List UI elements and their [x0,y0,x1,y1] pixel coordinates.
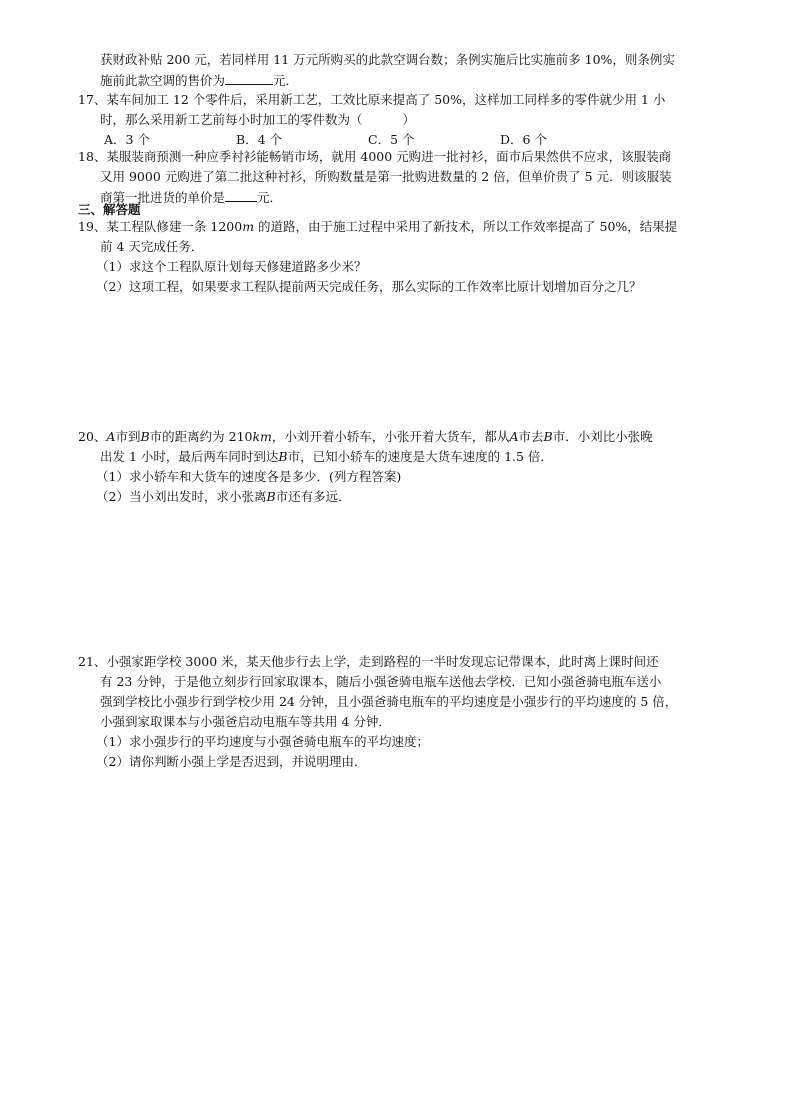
question-21 [78,652,728,772]
question-16-continuation [78,50,728,90]
city-b: B [278,449,288,464]
unit-km: km [252,429,272,444]
option-c: C．5 个 [368,132,415,147]
question-18 [78,147,728,207]
q21-line-2: 有 23 分钟，于是他立刻步行回家取课本，随后小强爸骑电瓶车送他去学校．已知小强爸骑电瓶车送小 [100,674,662,689]
q18-line-3-text: 商第一批进货的单价是 [100,190,226,205]
q20-text: 市的距离约为 210 [149,429,253,444]
q20-sub-1: （1）求小轿车和大货车的速度各是多少．(列方程答案) [96,469,402,484]
q20-text: 市，已知小轿车的速度是大货车速度的 1.5 倍． [287,449,553,464]
q21-sub-1: （1）求小强步行的平均速度与小强爸骑电瓶车的平均速度； [96,734,429,749]
q20-text: 出发 1 小时，最后两车同时到达 [100,449,279,464]
q18-line-3-tail: 元． [257,190,283,205]
q21-line-3: 强到学校比小强步行到学校少用 24 分钟，且小强爸骑电瓶车的平均速度是小强步行的平均速度的 5 倍， [100,694,678,709]
q18-line-1: 18、某服装商预测一种应季衬衫能畅销市场，就用 4000 元购进一批衬衫，面市后果然供不应求，该服装商 [78,149,672,164]
q19-line-2: 前 4 天完成任务． [100,239,204,254]
q16-line-2-tail: 元． [273,73,299,88]
q17-line-2-text: 时，那么采用新工艺前每小时加工的零件数为（ [100,112,363,127]
q20-text: 市．小刘比小张晚 [552,429,653,444]
option-d: D．6 个 [500,132,547,147]
city-a: A [509,429,519,444]
city-b: B [543,429,553,444]
option-b: B．4 个 [236,132,283,147]
q20-line-1 [78,427,728,447]
q17-line-1: 17、某车间加工 12 个零件后，采用新工艺，工效比原来提高了 50%，这样加工同样多的零件就少用 1 小 [78,92,666,107]
q18-line-2: 又用 9000 元购进了第二批这种衬衫，所购数量是第一批购进数量的 2 倍，但单价贵了 5 元．则该服装 [100,169,672,184]
question-20 [78,427,728,507]
option-a: A．3 个 [104,132,150,147]
q19-sub-1: （1）求这个工程队原计划每天修建道路多少米？ [96,259,367,274]
q16-line-2-text: 施前此款空调的售价为 [100,73,226,88]
q19-line-1-text: 19、某工程队修建一条 1200 [78,219,243,234]
q16-line-1: 获财政补贴 200 元，若同样用 11 万元所购买的此款空调台数；条例实施后比实施前多 10%，则条例实 [100,52,675,67]
q20-text: （2）当小刘出发时，求小张离 [96,489,267,504]
q20-number: 20、 [78,429,107,444]
question-17 [78,90,728,150]
city-b: B [266,489,276,504]
q19-line-1 [78,217,728,237]
q21-line-4: 小强到家取课本与小强爸启动电瓶车等共用 4 分钟． [100,714,391,729]
question-19 [78,217,728,297]
q19-line-1-tail: 的道路，由于施工过程中采用了新技术，所以工作效率提高了 50%，结果提 [254,219,678,234]
section-3-title: 三、解答题 [78,202,141,217]
q17-line-2-tail: ） [402,112,416,127]
q20-line-2 [78,447,728,467]
q20-sub-2 [78,487,728,507]
q21-line-1: 21、小强家距学校 3000 米，某天他步行去上学，走到路程的一半时发现忘记带课本，此时离上课时间还 [78,654,659,669]
q19-sub-2: （2）这项工程，如果要求工程队提前两天完成任务，那么实际的工作效率比原计划增加百分之几？ [96,279,642,294]
q21-sub-2: （2）请你判断小强上学是否迟到，并说明理由． [96,754,367,769]
city-a: A [106,429,116,444]
q20-text: ，小刘开着小轿车，小张开着大货车，都从 [271,429,510,444]
q17-line-2 [78,110,728,130]
city-b: B [140,429,150,444]
q20-text: 市去 [518,429,544,444]
q20-text: 市还有多远． [275,489,351,504]
unit-m: m [242,219,255,234]
q16-line-2 [78,70,728,90]
q20-text: 市到 [115,429,141,444]
answer-blank [225,70,273,85]
